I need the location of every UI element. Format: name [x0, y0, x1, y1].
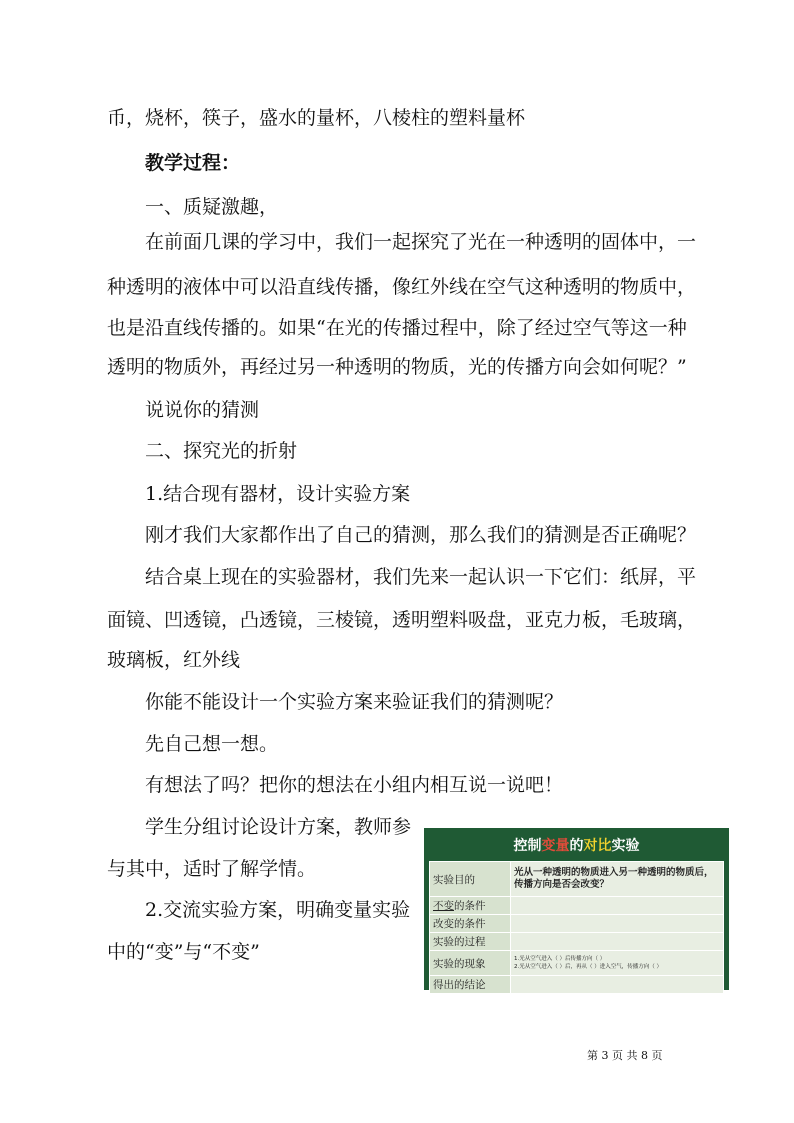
paragraph-line: 玻璃板，红外线	[107, 649, 241, 671]
table-row	[430, 915, 724, 933]
paragraph-line: 结合桌上现在的实验器材，我们先来一起认识一下它们：纸屏，平	[145, 566, 697, 588]
row-label	[430, 897, 511, 915]
section-heading: 一、质疑激趣，	[145, 196, 279, 218]
row-label: 实验的过程	[430, 933, 511, 951]
paragraph-line: 你能不能设计一个实验方案来验证我们的猜测呢？	[145, 691, 564, 713]
page-number-footer: 第 3 页 共 8 页	[587, 1049, 663, 1062]
section-heading: 教学过程：	[145, 152, 241, 174]
slide-title-part: 的	[569, 838, 584, 854]
slide-title	[429, 833, 724, 859]
table-row	[430, 976, 724, 994]
paragraph-line: 币，烧杯，筷子，盛水的量杯，八棱柱的塑料量杯	[107, 107, 526, 129]
section-heading: 二、探究光的折射	[145, 440, 298, 462]
slide-title-highlight: 变量	[541, 838, 570, 854]
row-label: 得出的结论	[430, 976, 511, 994]
table-row	[430, 897, 724, 915]
table-row	[430, 933, 724, 951]
embedded-slide-image	[424, 828, 729, 990]
row-value	[511, 897, 724, 915]
row-value: 光从一种透明的物质进入另一种透明的物质后，传播方向是否会改变？	[511, 862, 724, 897]
paragraph-line: 先自己想一想。	[145, 733, 279, 755]
experiment-table	[429, 861, 724, 994]
row-value-line: 1.光从空气进入（ ）后传播方向（ ）	[514, 956, 606, 962]
paragraph-line: 学生分组讨论设计方案，教师参	[145, 816, 412, 838]
subsection-heading: 1.结合现有器材，设计实验方案	[145, 483, 411, 505]
row-value-line: 2.光从空气进入（ ）后，再从（ ）进入空气，传播方向（ ）	[514, 964, 662, 970]
row-label: 改变的条件	[430, 915, 511, 933]
paragraph-line: 与其中，适时了解学情。	[107, 858, 317, 880]
paragraph-line: 种透明的液体中可以沿直线传播，像红外线在空气这种透明的物质中，	[107, 276, 697, 298]
slide-title-part: 实验	[611, 838, 640, 854]
paragraph-line: 有想法了吗？把你的想法在小组内相互说一说吧！	[145, 774, 564, 796]
paragraph-line: 透明的物质外，再经过另一种透明的物质，光的传播方向会如何呢？”	[107, 356, 687, 378]
table-row	[430, 862, 724, 897]
row-value	[511, 915, 724, 933]
paragraph-line: 在前面几课的学习中，我们一起探究了光在一种透明的固体中，一	[145, 231, 697, 253]
row-label-rest: 的条件	[454, 900, 486, 912]
row-label: 实验目的	[430, 862, 511, 897]
paragraph-line: 中的“变”与“不变”	[107, 941, 260, 963]
slide-title-highlight: 对比	[583, 838, 612, 854]
paragraph-line: 刚才我们大家都作出了自己的猜测，那么我们的猜测是否正确呢？	[145, 524, 697, 546]
row-value	[511, 951, 724, 976]
row-label: 实验的现象	[430, 951, 511, 976]
table-row	[430, 951, 724, 976]
paragraph-line: 说说你的猜测	[145, 399, 260, 421]
row-value	[511, 933, 724, 951]
row-value	[511, 976, 724, 994]
row-label-underlined: 不变	[433, 900, 454, 912]
paragraph-line: 面镜、凹透镜，凸透镜，三棱镜，透明塑料吸盘，亚克力板，毛玻璃，	[107, 609, 697, 631]
slide-title-part: 控制	[513, 838, 542, 854]
paragraph-line: 也是沿直线传播的。如果“在光的传播过程中，除了经过空气等这一种	[107, 317, 687, 339]
subsection-heading: 2.交流实验方案，明确变量实验	[145, 899, 411, 921]
